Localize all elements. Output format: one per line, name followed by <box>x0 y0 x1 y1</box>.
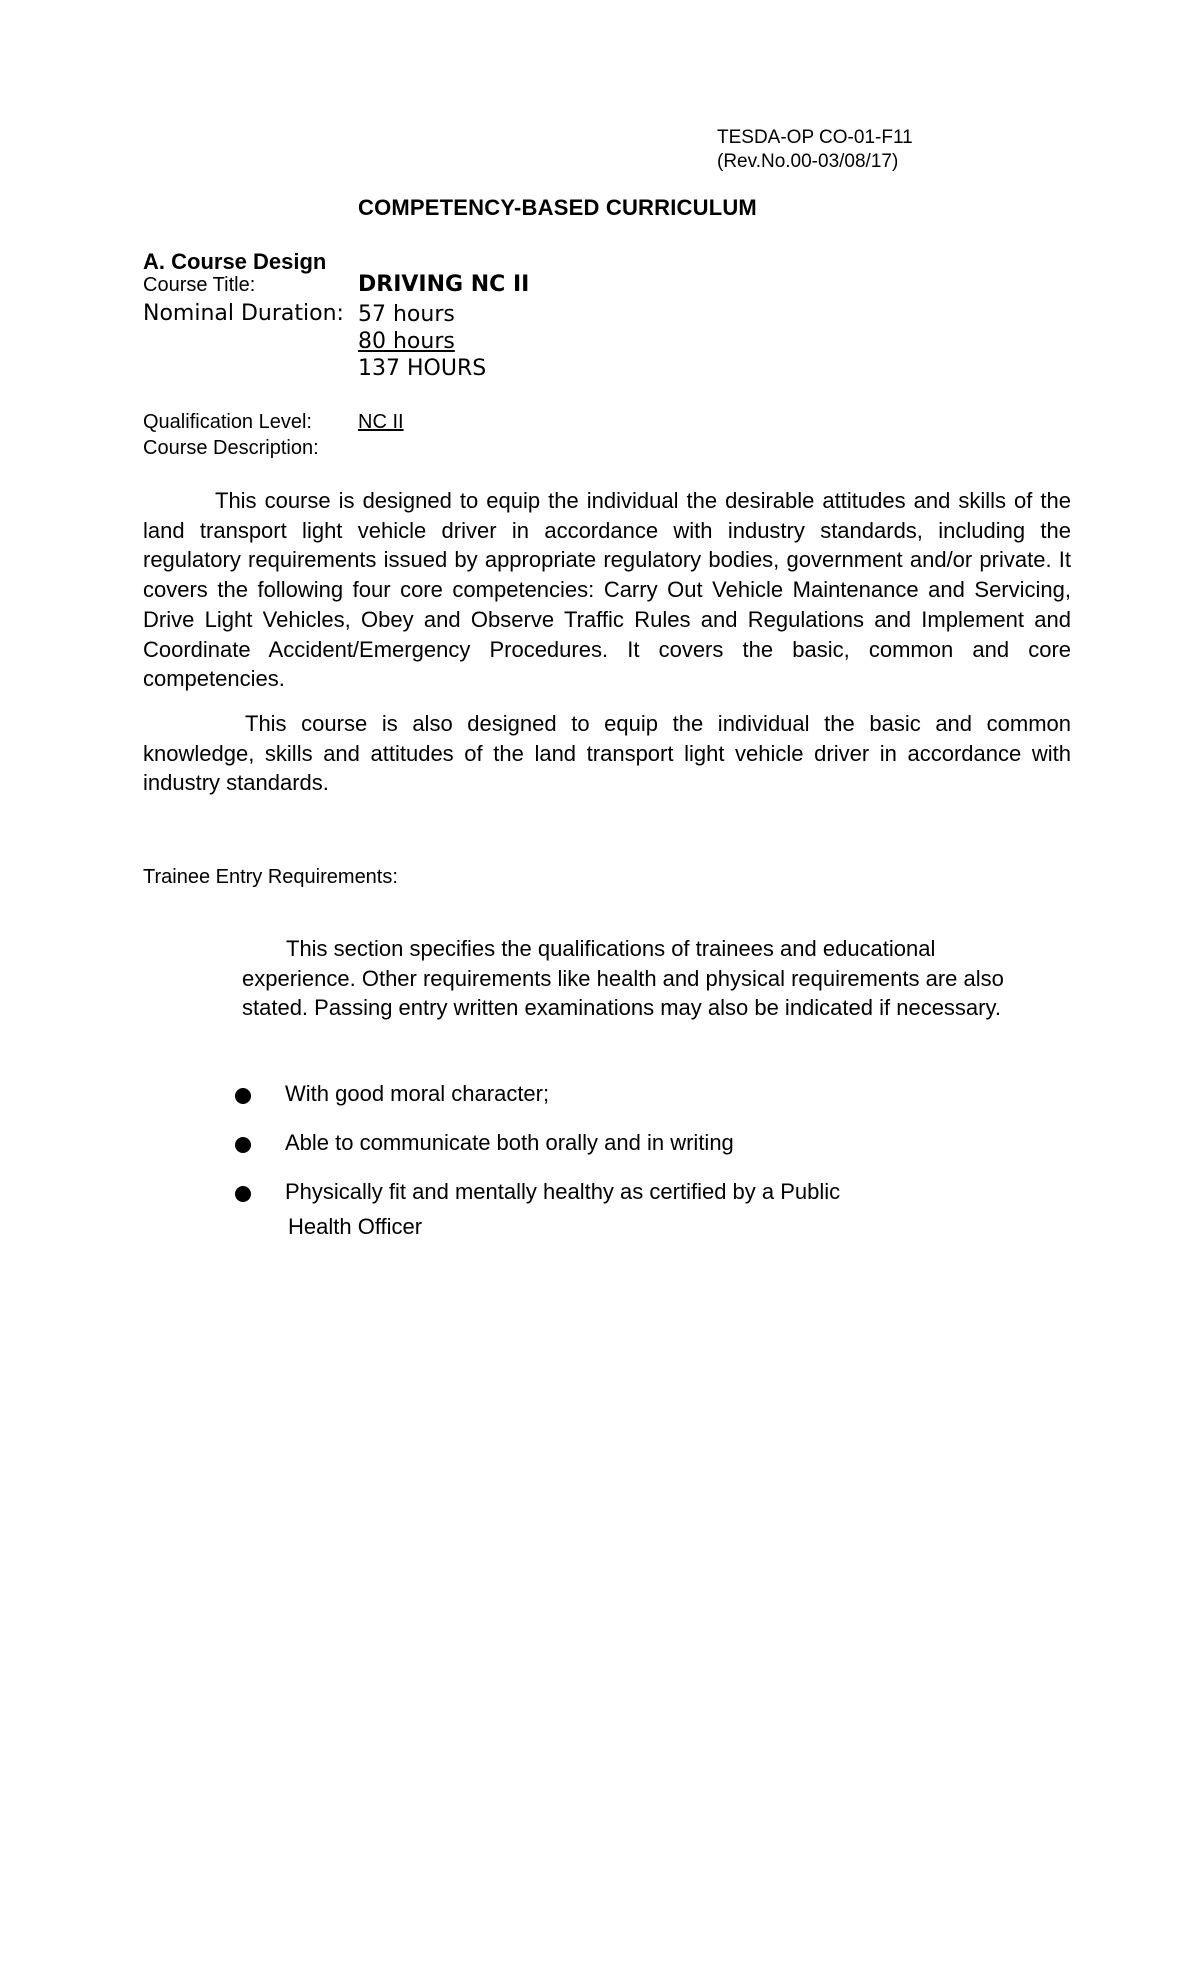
requirements-list <box>232 1076 1032 1258</box>
course-description-label: Course Description: <box>143 437 319 459</box>
requirement-text: Able to communicate both orally and in writing <box>285 1130 734 1155</box>
nominal-duration-label: Nominal Duration: <box>143 301 344 326</box>
section-heading-course-design: A. Course Design <box>143 249 327 274</box>
bullet-icon <box>235 1186 251 1202</box>
duration-item: 80 hours <box>358 329 455 354</box>
duration-total: 137 HOURS <box>358 356 487 381</box>
course-description-paragraph: This course is designed to equip the individual the desirable attitudes and skills of the land transport light vehicle driver in accordance with industry standards, including the regulatory requirements issued by appropriate regulatory bodies, government and/or private. It covers the following four core competencies: Carry Out Vehicle Maintenance and Servicing, Drive Light Vehicles, Obey and Observe Traffic Rules and Regulations and Implement and Coordinate Accident/Emergency Procedures. It covers the basic, common and core competencies. <box>143 488 1071 692</box>
requirement-text-continued: Health Officer <box>288 1214 423 1239</box>
qualification-level-label: Qualification Level: <box>143 411 312 433</box>
course-title-label: Course Title: <box>143 274 256 296</box>
trainee-entry-intro: This section specifies the qualifications of trainees and educational experience. Other requirements like health and physical requirements are also stated. Passing entry written examinations may also be indicated if necessary. <box>242 936 1004 1021</box>
nominal-duration-list <box>358 301 486 382</box>
duration-item: 57 hours <box>358 302 455 327</box>
bullet-icon <box>235 1137 251 1153</box>
requirement-text: With good moral character; <box>285 1081 550 1106</box>
bullet-icon <box>235 1088 251 1104</box>
list-item <box>232 1125 1032 1160</box>
list-item <box>232 1174 1032 1244</box>
revision-number: (Rev.No.00-03/08/17) <box>717 151 899 172</box>
document-code: TESDA-OP CO-01-F11 <box>717 127 913 148</box>
qualification-level-value: NC II <box>358 411 404 433</box>
requirement-text: Physically fit and mentally healthy as certified by a Public <box>285 1179 841 1204</box>
course-title-value: DRIVING NC II <box>358 272 530 297</box>
course-description-paragraph: This course is also designed to equip the individual the basic and common knowledge, skills and attitudes of the land transport light vehicle driver in accordance with industry standards. <box>143 711 1071 796</box>
trainee-entry-label: Trainee Entry Requirements: <box>143 866 398 888</box>
document-code-block <box>717 126 913 174</box>
list-item <box>232 1076 1032 1111</box>
page-title: COMPETENCY-BASED CURRICULUM <box>358 195 757 220</box>
